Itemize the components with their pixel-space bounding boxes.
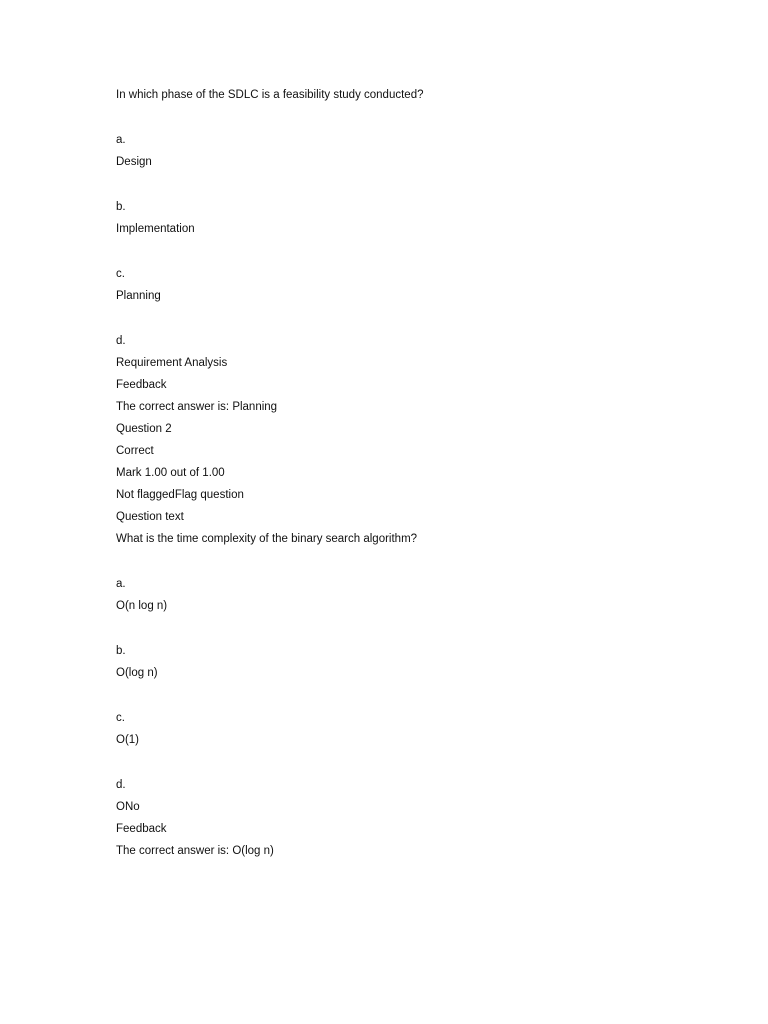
correct-answer: The correct answer is: Planning xyxy=(116,401,278,413)
question-2-number: Question 2 xyxy=(116,423,172,435)
q2-option-b-letter: b. xyxy=(116,645,126,657)
spacer xyxy=(116,244,716,267)
feedback-label: Feedback xyxy=(116,379,167,391)
question-2-text: What is the time complexity of the binary search algorithm? xyxy=(116,533,418,545)
question-2-status: Correct xyxy=(116,445,154,457)
question-1-text: In which phase of the SDLC is a feasibility study conducted? xyxy=(116,89,424,101)
q2-option-c-text: O(1) xyxy=(116,734,139,746)
option-b-letter: b. xyxy=(116,201,126,213)
q2-correct-answer: The correct answer is: O(log n) xyxy=(116,845,274,857)
flag-question-link[interactable]: Not flaggedFlag question xyxy=(116,489,244,501)
option-d-letter: d. xyxy=(116,335,126,347)
option-b-text: Implementation xyxy=(116,223,195,235)
question-2-mark: Mark 1.00 out of 1.00 xyxy=(116,467,225,479)
q2-feedback-label: Feedback xyxy=(116,823,167,835)
option-a-text: Design xyxy=(116,156,152,168)
q2-option-c-letter: c. xyxy=(116,712,125,724)
spacer xyxy=(116,177,716,200)
spacer xyxy=(116,688,716,711)
spacer xyxy=(116,621,716,644)
question-text-label: Question text xyxy=(116,511,184,523)
spacer xyxy=(116,311,716,334)
spacer xyxy=(116,755,716,778)
option-a-letter: a. xyxy=(116,134,126,146)
spacer xyxy=(116,554,716,577)
option-c-letter: c. xyxy=(116,268,125,280)
q2-option-d-text: ONo xyxy=(116,801,140,813)
q2-option-b-text: O(log n) xyxy=(116,667,158,679)
q2-option-a-letter: a. xyxy=(116,578,126,590)
option-c-text: Planning xyxy=(116,290,161,302)
quiz-document xyxy=(116,88,716,866)
option-d-text: Requirement Analysis xyxy=(116,357,228,369)
spacer xyxy=(116,110,716,133)
q2-option-d-letter: d. xyxy=(116,779,126,791)
q2-option-a-text: O(n log n) xyxy=(116,600,168,612)
